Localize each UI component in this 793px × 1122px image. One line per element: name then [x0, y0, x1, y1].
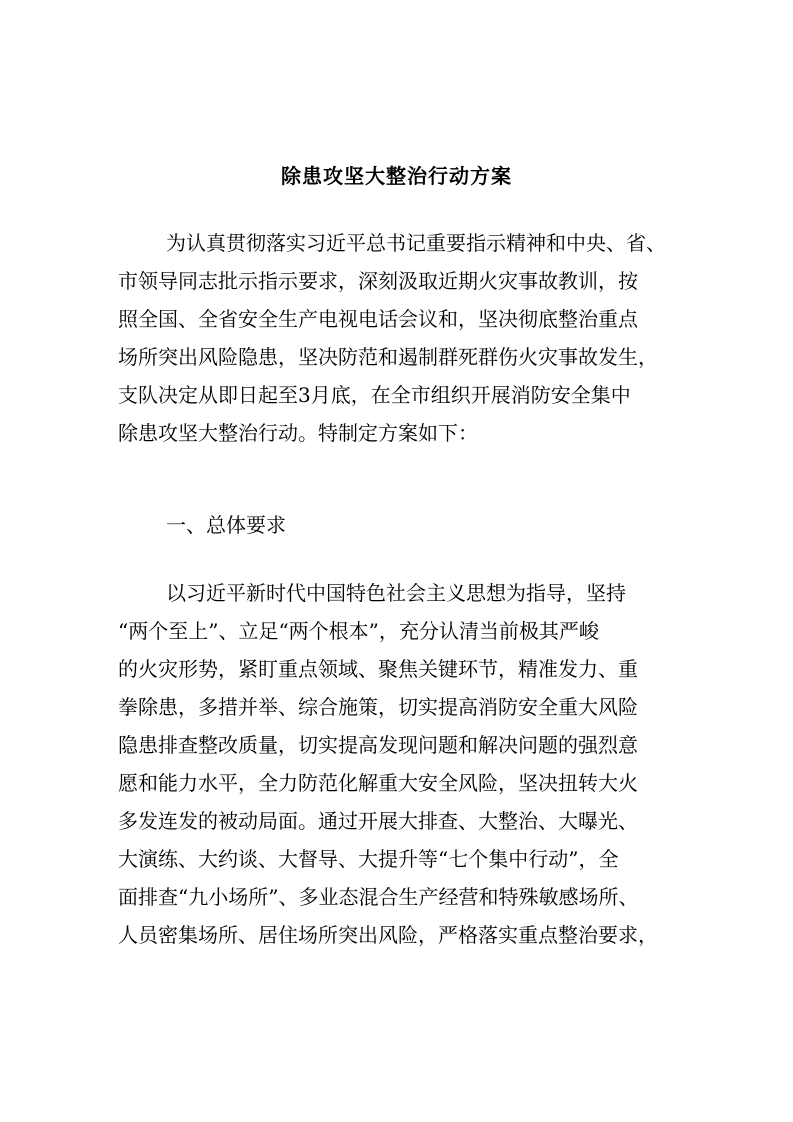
paragraph-line: 除患攻坚大整治行动。特制定方案如下： — [118, 421, 478, 445]
paragraph-line: 以习近平新时代中国特色社会主义思想为指导，坚持 — [166, 581, 626, 605]
intro-paragraph — [118, 224, 684, 452]
paragraph-line: “两个至上”、立足“两个根本”，充分认清当前极其严峻 — [118, 619, 599, 643]
paragraph-line: 照全国、全省安全生产电视电话会议和，坚决彻底整治重点 — [118, 307, 638, 331]
paragraph-line: 的火灾形势，紧盯重点领域、聚焦关键环节，精准发力、重 — [118, 657, 638, 681]
paragraph-line: 人员密集场所、居住场所突出风险，严格落实重点整治要求， — [118, 923, 658, 947]
paragraph-line: 大演练、大约谈、大督导、大提升等“七个集中行动”，全 — [118, 847, 619, 871]
document-title: 除患攻坚大整治行动方案 — [281, 164, 512, 188]
paragraph-line: 为认真贯彻落实习近平总书记重要指示精神和中央、省、 — [166, 231, 666, 255]
section-heading-text: 一、总体要求 — [166, 513, 286, 537]
paragraph-line: 面排查“九小场所”、多业态混合生产经营和特殊敏感场所、 — [118, 885, 639, 909]
requirements-paragraph — [118, 574, 684, 954]
paragraph-line: 隐患排查整改质量，切实提高发现问题和解决问题的强烈意 — [118, 733, 638, 757]
paragraph-line: 场所突出风险隐患，坚决防范和遏制群死群伤火灾事故发生， — [118, 345, 658, 369]
paragraph-line: 市领导同志批示指示要求，深刻汲取近期火灾事故教训，按 — [118, 269, 638, 293]
section-heading — [118, 506, 684, 544]
paragraph-line: 多发连发的被动局面。通过开展大排查、大整治、大曝光、 — [118, 809, 638, 833]
paragraph-line: 愿和能力水平，全力防范化解重大安全风险，坚决扭转大火 — [118, 771, 638, 795]
paragraph-line: 拳除患，多措并举、综合施策，切实提高消防安全重大风险 — [118, 695, 638, 719]
paragraph-line: 支队决定从即日起至3月底，在全市组织开展消防安全集中 — [118, 383, 631, 407]
